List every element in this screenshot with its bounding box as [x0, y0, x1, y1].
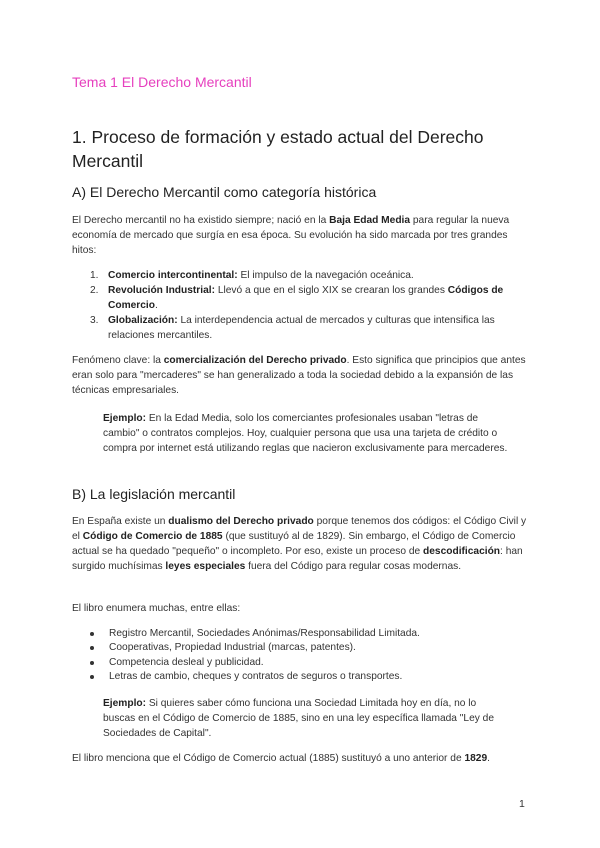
enumera-paragraph: El libro enumera muchas, entre ellas:: [72, 603, 241, 614]
page-number: 1: [519, 798, 525, 810]
section-b-paragraph: En España existe un dualismo del Derecho privado porque tenemos dos códigos: el Código Civil y el Código de Comercio de 1885 (que sustituyó al de 1829). Sin embargo, el Código de Comercio actual se ha quedado "pequeño" o incompleto. Por eso, existe un proceso de descodificación: han surgido muchísimas leyes especiales fuera del Código para regular cosas modernas.: [72, 516, 527, 572]
fenomeno-paragraph: Fenómeno clave: la comercialización del Derecho privado. Esto significa que principios que antes eran solo para "mercaderes" se han generalizado a toda la sociedad debido a la expansión de las técnicas empresariales.: [72, 355, 526, 396]
section-1-title: 1. Proceso de formación y estado actual del Derecho Mercantil: [72, 127, 484, 171]
hitos-list: [90, 268, 530, 343]
bullet-icon: [90, 661, 94, 665]
list-item: Cooperativas, Propiedad Industrial (marcas, patentes).: [90, 641, 530, 655]
list-item: 3. Globalización: La interdependencia actual de mercados y culturas que intensifica las relaciones mercantiles.: [90, 315, 495, 341]
topic-header: Tema 1 El Derecho Mercantil: [72, 74, 252, 90]
section-a-intro: El Derecho mercantil no ha existido siempre; nació en la Baja Edad Media para regular la nueva economía de mercado que surgía en esa época. Su evolución ha sido marcada por tres grandes hitos:: [72, 215, 510, 256]
bullet-icon: [90, 646, 94, 650]
section-b-title: B) La legislación mercantil: [72, 486, 236, 502]
list-item: 2. Revolución Industrial: Llevó a que en el siglo XIX se crearan los grandes Códigos de Comercio.: [90, 285, 504, 311]
final-paragraph: El libro menciona que el Código de Comercio actual (1885) sustituyó a uno anterior de 1829.: [72, 753, 490, 764]
bullet-icon: [90, 632, 94, 636]
bullet-icon: [90, 675, 94, 679]
list-item: Registro Mercantil, Sociedades Anónimas/Responsabilidad Limitada.: [90, 627, 530, 641]
list-item: Competencia desleal y publicidad.: [90, 656, 530, 670]
list-item: Letras de cambio, cheques y contratos de seguros o transportes.: [90, 670, 530, 684]
section-a-title: A) El Derecho Mercantil como categoría histórica: [72, 184, 377, 200]
leyes-list: [90, 627, 530, 685]
list-item: 1. Comercio intercontinental: El impulso de la navegación oceánica.: [90, 270, 414, 281]
example-b: Ejemplo: Si quieres saber cómo funciona una Sociedad Limitada hoy en día, no lo buscas en el Código de Comercio de 1885, sino en una ley específica llamada "Ley de Sociedades de Capital".: [103, 698, 494, 739]
example-a: Ejemplo: En la Edad Media, solo los comerciantes profesionales usaban "letras de cambio" o contratos complejos. Hoy, cualquier persona que usa una tarjeta de crédito o compra por internet está utilizando reglas que nacieron exclusivamente para mercaderes.: [103, 413, 508, 454]
